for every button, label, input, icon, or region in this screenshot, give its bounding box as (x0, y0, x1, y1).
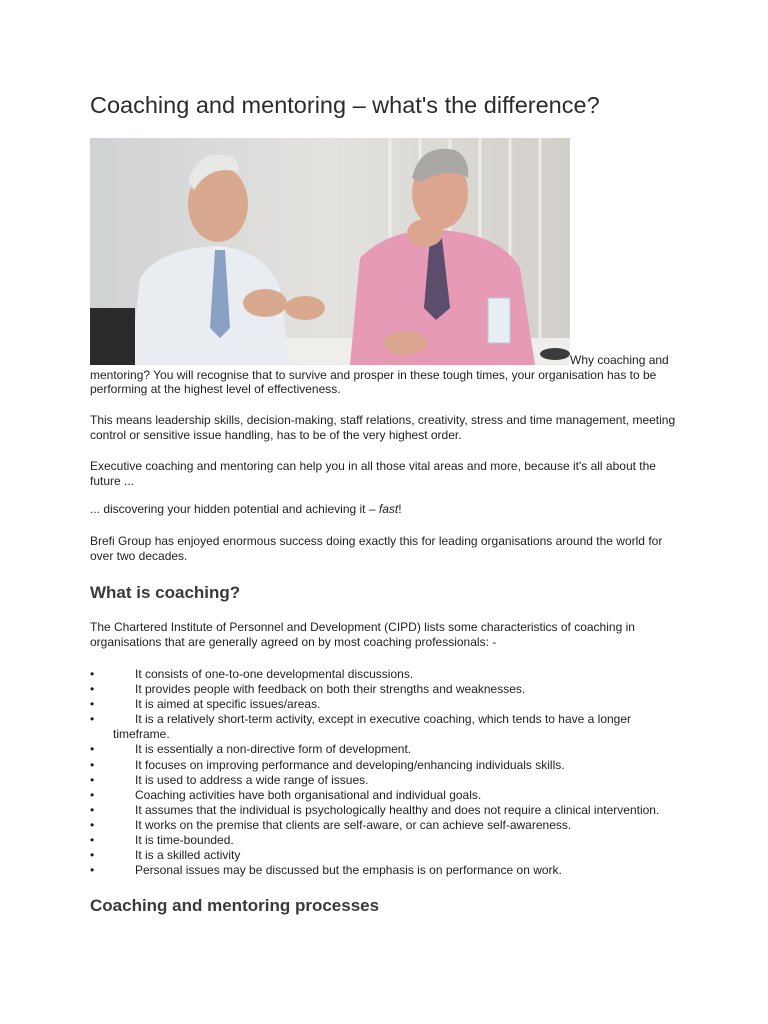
bullet-glyph: • (90, 772, 95, 787)
list-item (90, 667, 680, 682)
discover-emphasis: fast (378, 502, 399, 516)
intro-block (90, 138, 680, 397)
heading-what-is-coaching: What is coaching? (90, 583, 241, 602)
list-item-text: It assumes that the individual is psychologically healthy and does not require a clinical intervention. (135, 802, 660, 817)
bullet-glyph: • (90, 742, 95, 757)
list-item-text: It provides people with feedback on both their strengths and weaknesses. (135, 682, 526, 697)
bullet-glyph: • (90, 817, 95, 832)
list-item (90, 848, 680, 863)
bullet-glyph: • (90, 833, 95, 848)
list-item (90, 818, 680, 833)
bullet-glyph: • (90, 848, 95, 863)
list-item (90, 682, 680, 697)
bullet-glyph: • (90, 787, 95, 802)
paragraph-brefi: Brefi Group has enjoyed enormous success doing exactly this for leading organisations around the world for over two decades. (90, 534, 663, 563)
bullet-glyph: • (90, 863, 95, 878)
bullet-glyph: • (90, 697, 95, 712)
bullet-glyph: • (90, 802, 95, 817)
paragraph-cipd: The Chartered Institute of Personnel and Development (CIPD) lists some characteristics of coaching in organisations that are generally agreed on by most coaching professionals: - (90, 620, 635, 649)
list-item-text: It focuses on improving performance and developing/enhancing individuals skills. (135, 757, 565, 772)
coaching-characteristics-list (90, 667, 680, 878)
list-item-text: It is aimed at specific issues/areas. (135, 697, 321, 712)
page-title: Coaching and mentoring – what's the difference? (90, 92, 600, 118)
paragraph-executive-coaching: Executive coaching and mentoring can help you in all those vital areas and more, because it's all about the future ... (90, 459, 656, 488)
bullet-glyph: • (90, 712, 95, 727)
list-item-text: Coaching activities have both organisational and individual goals. (135, 787, 482, 802)
list-item-text: Personal issues may be discussed but the emphasis is on performance on work. (135, 863, 562, 878)
list-item-continuation: timeframe. (113, 727, 170, 742)
list-item (90, 712, 680, 742)
list-item-text: It is a skilled activity (135, 848, 241, 863)
intro-paragraph: Why coaching and mentoring? You will recognise that to survive and prosper in these tough times, your organisation has to be performing at the highest level of effectiveness. (90, 353, 669, 397)
list-item-text: It is time-bounded. (135, 833, 234, 848)
list-item (90, 697, 680, 712)
bullet-glyph: • (90, 682, 95, 697)
list-item (90, 773, 680, 788)
list-item-text: It is essentially a non-directive form of development. (135, 742, 412, 757)
bullet-glyph: • (90, 667, 95, 681)
list-item-text: It is used to address a wide range of issues. (135, 772, 369, 787)
list-item (90, 803, 680, 818)
list-item (90, 788, 680, 803)
list-item-text: It works on the premise that clients are self-aware, or can achieve self-awareness. (135, 817, 572, 832)
discover-text: ... discovering your hidden potential and achieving it – (90, 502, 379, 516)
list-item (90, 742, 680, 757)
paragraph-leadership: This means leadership skills, decision-making, staff relations, creativity, stress and time management, meeting control or sensitive issue handling, has to be of the very highest order. (90, 413, 676, 442)
list-item (90, 758, 680, 773)
list-item (90, 863, 680, 878)
list-item-text: It is a relatively short-term activity, except in executive coaching, which tends to have a longer (135, 712, 632, 727)
heading-coaching-mentoring-processes: Coaching and mentoring processes (90, 896, 380, 915)
list-item (90, 833, 680, 848)
photo-two-men-talking (90, 138, 570, 365)
paragraph-discovering (90, 502, 680, 517)
list-item-text: It consists of one-to-one developmental discussions. (135, 667, 414, 681)
discover-end: ! (398, 502, 402, 516)
photo-illustration (90, 138, 570, 365)
bullet-glyph: • (90, 757, 95, 772)
